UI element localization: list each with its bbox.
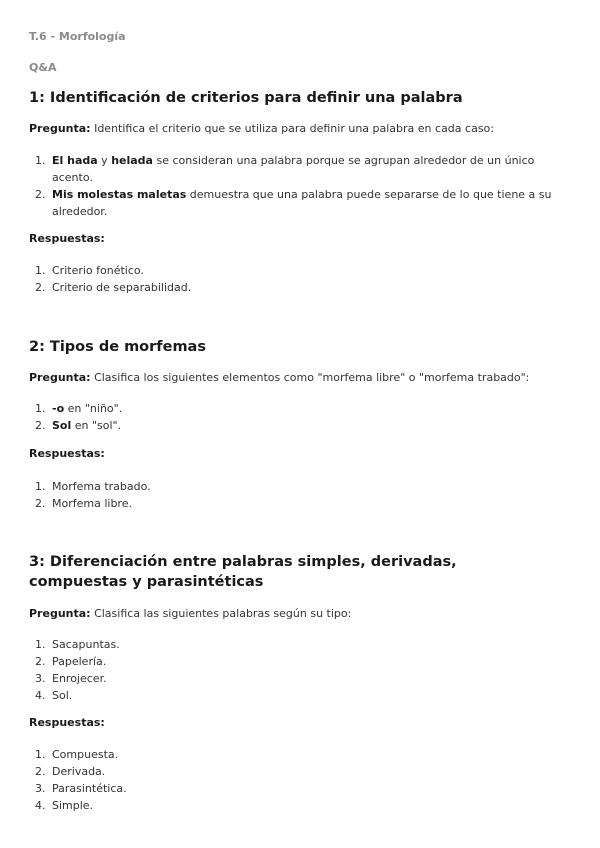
section-1-title: 1: Identificación de criterios para definir una palabra [29, 90, 463, 106]
section-2-question [29, 370, 569, 386]
section-3-items [29, 636, 564, 704]
list-item: 3. Parasintética. [35, 782, 127, 795]
section-1-answers [29, 262, 564, 296]
document-subtitle: Q&A [29, 61, 57, 74]
list-item: 1. Morfema trabado. [35, 480, 151, 493]
question-label: Pregunta: [29, 371, 91, 384]
section-3-answers-label: Respuestas: [29, 716, 105, 729]
question-text: Clasifica los siguientes elementos como "morfema libre" o "morfema trabado": [90, 371, 530, 384]
list-item: 2. Morfema libre. [35, 497, 132, 510]
list-item: 1. -o en "niño". [35, 402, 123, 415]
list-item: 2. Criterio de separabilidad. [35, 281, 192, 294]
course-title: T.6 - Morfología [29, 30, 126, 43]
list-item: 2. Mis molestas maletas demuestra que una palabra puede separarse de lo que tiene a su alrededor. [35, 188, 552, 218]
list-item: 1. Sacapuntas. [35, 638, 120, 651]
question-label: Pregunta: [29, 607, 91, 620]
list-item: 2. Sol en "sol". [35, 419, 122, 432]
list-item: 4. Simple. [35, 799, 94, 812]
section-1-answers-label: Respuestas: [29, 232, 105, 245]
question-text: Clasifica las siguientes palabras según su tipo: [90, 607, 352, 620]
list-item: 2. Papelería. [35, 655, 107, 668]
section-1-question [29, 121, 569, 137]
section-2-answers [29, 478, 564, 512]
section-2-answers-label: Respuestas: [29, 447, 105, 460]
section-3-question [29, 606, 569, 622]
list-item: 1. El hada y helada se consideran una palabra porque se agrupan alrededor de un único acento. [35, 154, 535, 184]
list-item: 1. Criterio fonético. [35, 264, 144, 277]
section-2-items [29, 400, 564, 434]
question-label: Pregunta: [29, 122, 91, 135]
list-item: 3. Enrojecer. [35, 672, 107, 685]
section-3-title: 3: Diferenciación entre palabras simples, derivadas, compuestas y parasintéticas [29, 554, 457, 590]
question-text: Identifica el criterio que se utiliza para definir una palabra en cada caso: [90, 122, 494, 135]
section-3-answers [29, 746, 564, 814]
list-item: 2. Derivada. [35, 765, 106, 778]
section-2-title: 2: Tipos de morfemas [29, 339, 206, 355]
list-item: 4. Sol. [35, 689, 73, 702]
section-1-items [29, 152, 564, 220]
list-item: 1. Compuesta. [35, 748, 119, 761]
